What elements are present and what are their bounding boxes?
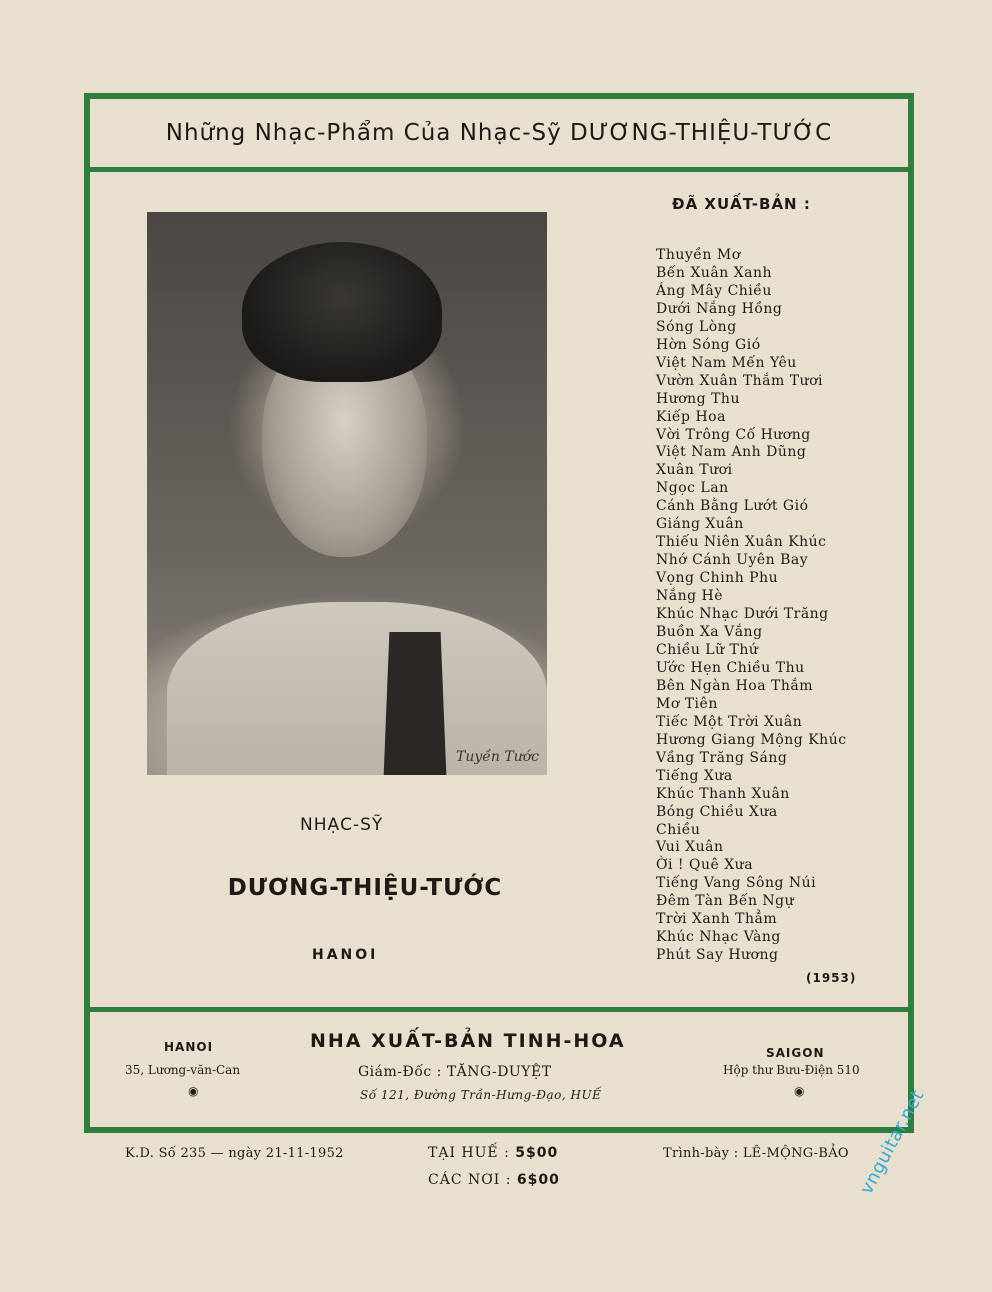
song-title: Xuân Tươi — [656, 462, 733, 479]
designer-credit: Trình-bày : LÊ-MỘNG-BẢO — [663, 1146, 849, 1161]
composer-portrait-photo — [147, 212, 547, 775]
song-title: Vọng Chinh Phu — [656, 570, 779, 587]
hanoi-branch-address: 35, Lương-văn-Can — [125, 1063, 241, 1077]
song-title: Vui Xuân — [656, 839, 724, 856]
price-other-value: 6$00 — [516, 1172, 560, 1188]
published-heading: ĐÃ XUẤT-BẢN : — [672, 195, 811, 213]
publication-year: (1953) — [806, 971, 857, 985]
song-title: Kiếp Hoa — [656, 408, 726, 425]
song-title: Giáng Xuân — [656, 516, 744, 533]
hanoi-branch-city: HANOI — [164, 1040, 214, 1054]
license-line: K.D. Số 235 — ngày 21-11-1952 — [125, 1146, 344, 1161]
song-title: Việt Nam Anh Dũng — [656, 444, 807, 461]
song-title: Vời Trông Cố Hương — [656, 426, 811, 443]
green-border-frame — [84, 93, 914, 1133]
song-list — [656, 247, 847, 965]
portrait-signature: Tuyền Tước — [456, 749, 539, 765]
saigon-branch-city: SAIGON — [766, 1046, 825, 1060]
header-title: Những Nhạc-Phẩm Của Nhạc-Sỹ DƯƠNG-THIỆU-TƯỚC — [165, 120, 833, 146]
price-hue — [428, 1145, 558, 1161]
song-title: Tiếng Xưa — [656, 767, 733, 784]
song-title: Khúc Nhạc Vàng — [656, 929, 781, 946]
song-title: Sóng Lòng — [656, 318, 737, 335]
song-title: Đêm Tàn Bến Ngự — [656, 893, 795, 910]
song-title: Tiếc Một Trời Xuân — [656, 713, 803, 730]
publisher-address: Số 121, Đường Trần-Hưng-Đạo, HUẾ — [360, 1088, 602, 1102]
portrait-tie — [383, 632, 447, 775]
song-title: Bóng Chiều Xưa — [656, 803, 778, 820]
song-title: Nhớ Cánh Uyên Bay — [656, 552, 809, 569]
song-title: Khúc Nhạc Dưới Trăng — [656, 606, 829, 623]
song-title: Dưới Nắng Hồng — [656, 300, 783, 317]
composer-city: HANOI — [312, 947, 379, 963]
song-title: Thuyền Mơ — [656, 247, 741, 263]
price-hue-value: 5$00 — [515, 1145, 559, 1161]
song-title: Buồn Xa Vắng — [656, 624, 763, 641]
ornament-right-icon: ◉ — [794, 1084, 805, 1098]
song-title: Phút Say Hương — [656, 947, 779, 964]
song-title: Việt Nam Mến Yêu — [656, 354, 797, 371]
song-title: Mơ Tiên — [656, 695, 718, 712]
song-title: Chiều — [656, 821, 701, 838]
song-title: Trời Xanh Thẳm — [656, 911, 778, 928]
song-title: Chiều Lữ Thứ — [656, 641, 759, 658]
song-title: Thiếu Niên Xuân Khúc — [656, 534, 827, 551]
publisher-footer — [90, 1007, 908, 1132]
portrait-hair — [242, 242, 442, 382]
publisher-name: NHA XUẤT-BẢN TINH-HOA — [310, 1030, 626, 1052]
saigon-branch-address: Hộp thư Bưu-Điện 510 — [723, 1063, 860, 1077]
publisher-director: Giám-Đốc : TĂNG-DUYỆT — [358, 1064, 552, 1080]
song-title: Ước Hẹn Chiều Thu — [656, 659, 805, 676]
price-other — [428, 1172, 560, 1188]
song-title: Bên Ngàn Hoa Thắm — [656, 677, 813, 694]
song-title: Vầng Trăng Sáng — [656, 749, 788, 766]
song-title: Hương Giang Mộng Khúc — [656, 731, 847, 748]
song-title: Ời ! Quê Xưa — [656, 857, 754, 874]
header-band — [90, 99, 908, 172]
song-title: Nắng Hè — [656, 588, 724, 605]
price-hue-label: TẠI HUẾ : — [428, 1145, 510, 1161]
song-title: Vườn Xuân Thắm Tươi — [656, 372, 824, 389]
song-title: Khúc Thanh Xuân — [656, 785, 790, 802]
song-title: Hờn Sóng Gió — [656, 336, 761, 353]
ornament-left-icon: ◉ — [188, 1084, 199, 1098]
price-other-label: CÁC NƠI : — [428, 1172, 512, 1188]
song-title: Bến Xuân Xanh — [656, 264, 773, 281]
composer-label: NHẠC-SỸ — [300, 815, 384, 835]
song-title: Tiếng Vang Sông Núi — [656, 875, 817, 892]
site-watermark: vnguitar.net — [856, 1086, 929, 1198]
composer-name: DƯƠNG-THIỆU-TƯỚC — [227, 875, 503, 901]
song-title: Hương Thu — [656, 390, 740, 407]
song-title: Áng Mây Chiều — [656, 282, 772, 299]
song-title: Cánh Bằng Lướt Gió — [656, 498, 809, 515]
song-title: Ngọc Lan — [656, 480, 729, 497]
